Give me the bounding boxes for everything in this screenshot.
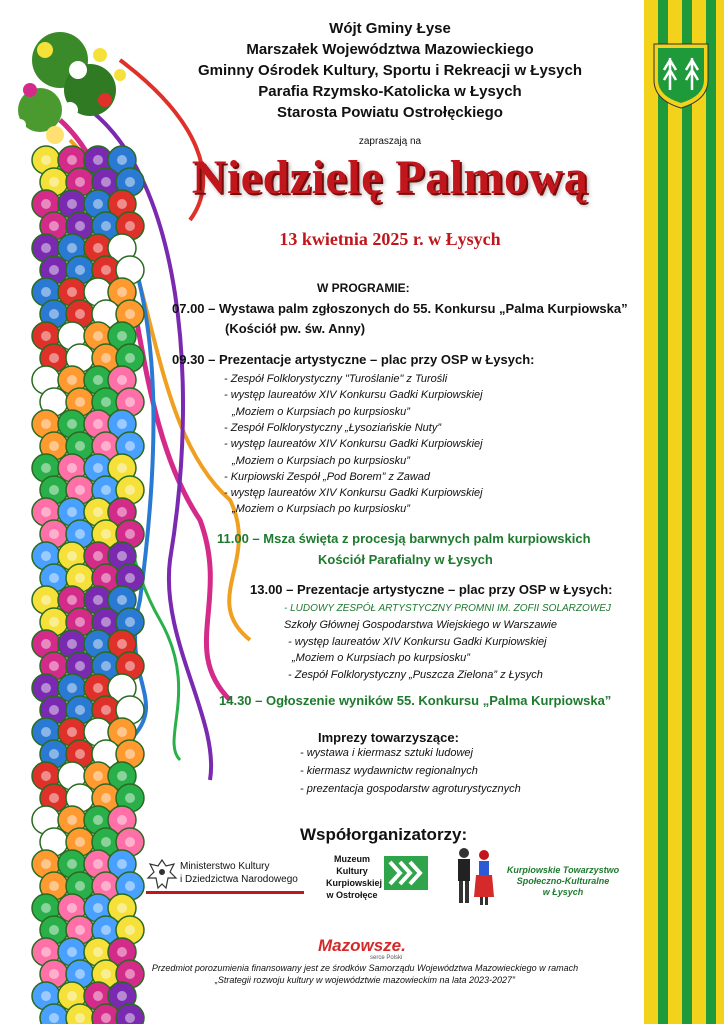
kurpie-banner bbox=[640, 0, 724, 1024]
palm-flower-center bbox=[101, 485, 111, 495]
palm-flower-center bbox=[49, 793, 59, 803]
palm-flower-center bbox=[67, 507, 77, 517]
palm-flower-center bbox=[93, 815, 103, 825]
palm-flower-center bbox=[125, 925, 135, 935]
palm-flower-center bbox=[117, 375, 127, 385]
palm-flower-center bbox=[125, 705, 135, 715]
palm-flower-center bbox=[67, 595, 77, 605]
palm-flower-center bbox=[117, 419, 127, 429]
palm-flower-center bbox=[117, 507, 127, 517]
palm-flower-center bbox=[101, 881, 111, 891]
palm-flower-center bbox=[93, 683, 103, 693]
list-item: - Zespół Folklorystyczny „Puszcza Zielona” z Łysych bbox=[288, 669, 543, 682]
list-item: - Zespół Folklorystyczny „Łysoziańskie Nuty” bbox=[224, 421, 442, 434]
palm-flower-center bbox=[117, 331, 127, 341]
palm-flower-center bbox=[41, 551, 51, 561]
palm-flower-center bbox=[49, 353, 59, 363]
palm-flower-center bbox=[75, 925, 85, 935]
palm-flower-center bbox=[41, 507, 51, 517]
list-item: - LUDOWY ZESPÓŁ ARTYSTYCZNY PROMNI IM. ZOFII SOLARZOWEJ bbox=[284, 603, 611, 614]
palm-flower-center bbox=[67, 683, 77, 693]
palm-flower-center bbox=[49, 573, 59, 583]
palm-flower-center bbox=[125, 221, 135, 231]
palm-flower-center bbox=[49, 177, 59, 187]
palm-flower-center bbox=[41, 419, 51, 429]
palm-flower-center bbox=[125, 661, 135, 671]
coat-of-arms-icon bbox=[654, 44, 708, 108]
palm-flower-center bbox=[93, 639, 103, 649]
palm-flower-center bbox=[117, 463, 127, 473]
program-item-5: 14.30 – Ogłoszenie wyników 55. Konkursu „Palma Kurpiowska” bbox=[219, 693, 612, 708]
palm-flower-center bbox=[67, 155, 77, 165]
palm-flower-center bbox=[49, 617, 59, 627]
palm-flower-center bbox=[101, 397, 111, 407]
palm-flower-center bbox=[75, 881, 85, 891]
ministry-logo-text bbox=[180, 860, 298, 886]
palm-flower-center bbox=[75, 309, 85, 319]
palm-flower-center bbox=[117, 683, 127, 693]
palm-flower-center bbox=[41, 815, 51, 825]
palm-flower-center bbox=[101, 441, 111, 451]
palm-flower-center bbox=[101, 529, 111, 539]
palm-flower-center bbox=[101, 309, 111, 319]
palm-flower-center bbox=[75, 969, 85, 979]
list-item: „Moziem o Kurpsiach po kurpsiosku” bbox=[232, 454, 410, 467]
palm-flower-center bbox=[117, 859, 127, 869]
palm-flower-center bbox=[117, 595, 127, 605]
coorganizers-heading: Współorganizatorzy: bbox=[300, 825, 468, 844]
palm-flower-center bbox=[125, 529, 135, 539]
palm-flower-center bbox=[41, 287, 51, 297]
list-item: - prezentacja gospodarstw agroturystycznych bbox=[300, 783, 521, 795]
list-item: - wystawa i kiermasz sztuki ludowej bbox=[300, 747, 473, 759]
palm-flower-center bbox=[41, 463, 51, 473]
palm-flower-center bbox=[93, 375, 103, 385]
palm-flower-center bbox=[67, 859, 77, 869]
palm-flower-center bbox=[75, 397, 85, 407]
palm-flower-center bbox=[125, 353, 135, 363]
palm-flower-center bbox=[101, 265, 111, 275]
palm-flower-center bbox=[49, 837, 59, 847]
palm-flower-center bbox=[93, 727, 103, 737]
events-heading: Imprezy towarzyszące: bbox=[318, 730, 459, 745]
palm-flower-center bbox=[93, 771, 103, 781]
palm-flower-center bbox=[67, 991, 77, 1001]
palm-flower-center bbox=[41, 375, 51, 385]
list-item: - występ laureatów XIV Konkursu Gadki Kurpiowskiej bbox=[224, 389, 483, 402]
organizer-5: Starosta Powiatu Ostrołęckiego bbox=[277, 104, 503, 121]
palm-flower-center bbox=[49, 397, 59, 407]
palm-flower-center bbox=[117, 551, 127, 561]
palm-flower-center bbox=[117, 991, 127, 1001]
palm-flower-center bbox=[117, 815, 127, 825]
palm-flower-center bbox=[117, 727, 127, 737]
palm-flower-center bbox=[101, 793, 111, 803]
palm-flower-center bbox=[49, 529, 59, 539]
palm-flower-center bbox=[101, 221, 111, 231]
palm-flower-center bbox=[67, 947, 77, 957]
palm-flower-center bbox=[75, 221, 85, 231]
folk-couple-icon bbox=[452, 845, 498, 907]
palm-flower-center bbox=[125, 793, 135, 803]
palm-flower-center bbox=[125, 881, 135, 891]
palm-flower-center bbox=[101, 749, 111, 759]
palm-flower-center bbox=[93, 991, 103, 1001]
museum-line-4: w Ostrołęce bbox=[326, 890, 378, 900]
palm-flower-center bbox=[117, 771, 127, 781]
list-item: „Moziem o Kurpsiach po kurpsiosku” bbox=[292, 652, 470, 665]
museum-line-2: Kultury bbox=[336, 866, 368, 876]
palm-flower-center bbox=[101, 705, 111, 715]
palm-flower-center bbox=[67, 903, 77, 913]
footer-line-1: Przedmiot porozumienia finansowany jest ze środków Samorządu Województwa Mazowieckiego w ramach bbox=[151, 963, 579, 973]
palm-flower-center bbox=[117, 287, 127, 297]
palm-flower-center bbox=[125, 441, 135, 451]
palm-flower-center bbox=[117, 947, 127, 957]
palm-flower-center bbox=[49, 1013, 59, 1023]
palm-flower-center bbox=[41, 199, 51, 209]
palm-flower-center bbox=[93, 155, 103, 165]
palm-flower-center bbox=[125, 397, 135, 407]
program-item-1-place: (Kościół pw. św. Anny) bbox=[225, 321, 366, 336]
palm-flower-center bbox=[117, 903, 127, 913]
list-item: - kiermasz wydawnictw regionalnych bbox=[300, 765, 478, 777]
society-line-3: w Łysych bbox=[542, 887, 584, 897]
palm-flower-center bbox=[93, 331, 103, 341]
palm-flower-center bbox=[125, 617, 135, 627]
palm-flower-center bbox=[49, 705, 59, 715]
palm-flower-center bbox=[93, 903, 103, 913]
palm-flower-center bbox=[75, 661, 85, 671]
list-item: „Moziem o Kurpsiach po kurpsiosku” bbox=[232, 405, 410, 418]
program-item-4: 13.00 – Prezentacje artystyczne – plac przy OSP w Łysych: bbox=[250, 582, 613, 597]
palm-flower-center bbox=[93, 463, 103, 473]
palm-flower-center bbox=[49, 749, 59, 759]
palm-flower-center bbox=[75, 705, 85, 715]
palm-flower-center bbox=[67, 243, 77, 253]
palm-flower-center bbox=[67, 287, 77, 297]
palm-flower-center bbox=[67, 551, 77, 561]
palm-flower-center bbox=[93, 243, 103, 253]
invite-text: zapraszają na bbox=[358, 136, 422, 147]
palm-flower-center bbox=[67, 727, 77, 737]
palm-flower-center bbox=[93, 199, 103, 209]
ministry-divider bbox=[146, 891, 304, 894]
palm-flower-center bbox=[67, 375, 77, 385]
ministry-line-2: i Dziedzictwa Narodowego bbox=[180, 874, 298, 885]
palm-flower-center bbox=[41, 155, 51, 165]
palm-flower-center bbox=[41, 639, 51, 649]
palm-flower-center bbox=[41, 903, 51, 913]
footer-line-2: „Strategii rozwoju kultury w województwie mazowieckim na lata 2023-2027” bbox=[214, 975, 516, 985]
palm-flower-center bbox=[41, 243, 51, 253]
society-line-2: Społeczno-Kulturalne bbox=[516, 876, 610, 886]
ministry-line-1: Ministerstwo Kultury bbox=[180, 861, 270, 872]
palm-flower-center bbox=[125, 265, 135, 275]
palm-flower-center bbox=[41, 727, 51, 737]
palm-flower-center bbox=[75, 749, 85, 759]
palm-flower-center bbox=[75, 573, 85, 583]
palm-flower-center bbox=[49, 969, 59, 979]
program-heading: W PROGRAMIE: bbox=[317, 281, 410, 295]
palm-flower-center bbox=[101, 837, 111, 847]
palm-flower-center bbox=[125, 485, 135, 495]
list-item: - Kurpiowski Zespół „Pod Borem” z Zawad bbox=[224, 470, 431, 483]
palm-flower-center bbox=[41, 595, 51, 605]
palm-flower-center bbox=[67, 815, 77, 825]
palm-flower-center bbox=[101, 969, 111, 979]
palm-flower-center bbox=[75, 353, 85, 363]
palm-flower-center bbox=[75, 793, 85, 803]
palm-flower-center bbox=[67, 463, 77, 473]
palm-flower-center bbox=[67, 771, 77, 781]
palm-flower-center bbox=[41, 991, 51, 1001]
palm-flower-center bbox=[67, 419, 77, 429]
mazowsze-tagline: serce Polski bbox=[370, 955, 403, 961]
eagle-emblem-icon bbox=[146, 858, 178, 892]
palm-flower-center bbox=[67, 199, 77, 209]
list-item: - występ laureatów XIV Konkursu Gadki Kurpiowskiej bbox=[288, 635, 547, 648]
palm-flower-center bbox=[49, 881, 59, 891]
palm-flower-center bbox=[101, 617, 111, 627]
program-item-3: 11.00 – Msza święta z procesją barwnych palm kurpiowskich bbox=[217, 531, 591, 546]
palm-flower-center bbox=[101, 573, 111, 583]
palm-flower-center bbox=[49, 925, 59, 935]
organizer-4: Parafia Rzymsko-Katolicka w Łysych bbox=[258, 83, 522, 100]
palm-flower-center bbox=[93, 287, 103, 297]
event-date: 13 kwietnia 2025 r. w Łysych bbox=[279, 229, 501, 249]
page-title: Niedzielę Palmową bbox=[191, 151, 589, 204]
palm-flower-center bbox=[67, 639, 77, 649]
list-item: - występ laureatów XIV Konkursu Gadki Kurpiowskiej bbox=[224, 487, 483, 500]
palm-flower-center bbox=[41, 859, 51, 869]
palm-flower-center bbox=[75, 265, 85, 275]
palm-flower-center bbox=[75, 837, 85, 847]
society-logo-text bbox=[498, 865, 628, 898]
palm-flower-center bbox=[101, 661, 111, 671]
palm-flower-center bbox=[101, 177, 111, 187]
palm-flower-center bbox=[125, 1013, 135, 1023]
palm-flower-center bbox=[49, 265, 59, 275]
palm-flower-center bbox=[49, 441, 59, 451]
palm-flower-center bbox=[117, 199, 127, 209]
palm-flower-center bbox=[93, 419, 103, 429]
palm-flower-center bbox=[75, 177, 85, 187]
palm-flower-center bbox=[125, 749, 135, 759]
palm-flower-center bbox=[41, 683, 51, 693]
organizer-1: Wójt Gminy Łyse bbox=[329, 20, 451, 37]
palm-flower-center bbox=[49, 309, 59, 319]
list-item: Szkoły Głównej Gospodarstwa Wiejskiego w Warszawie bbox=[284, 618, 557, 631]
palm-flower-center bbox=[93, 595, 103, 605]
palm-flower-center bbox=[75, 1013, 85, 1023]
palm-flower-center bbox=[49, 661, 59, 671]
museum-line-1: Muzeum bbox=[334, 854, 370, 864]
palm-flower-center bbox=[41, 331, 51, 341]
museum-line-3: Kurpiowskiej bbox=[326, 878, 383, 888]
list-item: - Zespół Folklorystyczny "Turoślanie" z Turośli bbox=[224, 373, 448, 385]
palm-flower-center bbox=[93, 859, 103, 869]
palm-flower-center bbox=[117, 639, 127, 649]
palm-flower-center bbox=[49, 485, 59, 495]
palm-flower-center bbox=[125, 573, 135, 583]
palm-flower-center bbox=[125, 969, 135, 979]
palm-flower-center bbox=[67, 331, 77, 341]
museum-logo-icon bbox=[384, 856, 428, 890]
mazowsze-logo: Mazowsze. bbox=[318, 936, 406, 955]
palm-flower-center bbox=[101, 925, 111, 935]
palm-flower-center bbox=[93, 551, 103, 561]
palm-flower-center bbox=[125, 309, 135, 319]
organizer-3: Gminny Ośrodek Kultury, Sportu i Rekreacji w Łysych bbox=[198, 62, 582, 79]
palm-flower-center bbox=[75, 441, 85, 451]
palm-flower-center bbox=[93, 507, 103, 517]
palm-flower-center bbox=[101, 1013, 111, 1023]
palm-flower-center bbox=[101, 353, 111, 363]
palm-flower-center bbox=[75, 485, 85, 495]
society-line-1: Kurpiowskie Towarzystwo bbox=[506, 865, 620, 875]
footer-note bbox=[140, 962, 590, 986]
program-item-2: 09.30 – Prezentacje artystyczne – plac przy OSP w Łysych: bbox=[172, 352, 535, 367]
program-item-3-place: Kościół Parafialny w Łysych bbox=[318, 552, 493, 567]
list-item: - występ laureatów XIV Konkursu Gadki Kurpiowskiej bbox=[224, 438, 483, 451]
palm-flower-center bbox=[125, 837, 135, 847]
palm-flower-center bbox=[75, 529, 85, 539]
list-item: „Moziem o Kurpsiach po kurpsiosku” bbox=[232, 503, 410, 516]
palm-flower-center bbox=[49, 221, 59, 231]
program-item-1: 07.00 – Wystawa palm zgłoszonych do 55. Konkursu „Palma Kurpiowska” bbox=[172, 301, 628, 316]
museum-logo-text bbox=[326, 853, 383, 901]
palm-flower-center bbox=[93, 947, 103, 957]
palm-flower-center bbox=[41, 771, 51, 781]
palm-flower-center bbox=[117, 243, 127, 253]
palm-flower-center bbox=[117, 155, 127, 165]
palm-flower-center bbox=[41, 947, 51, 957]
organizer-2: Marszałek Województwa Mazowieckiego bbox=[246, 41, 534, 58]
palm-flower-center bbox=[75, 617, 85, 627]
